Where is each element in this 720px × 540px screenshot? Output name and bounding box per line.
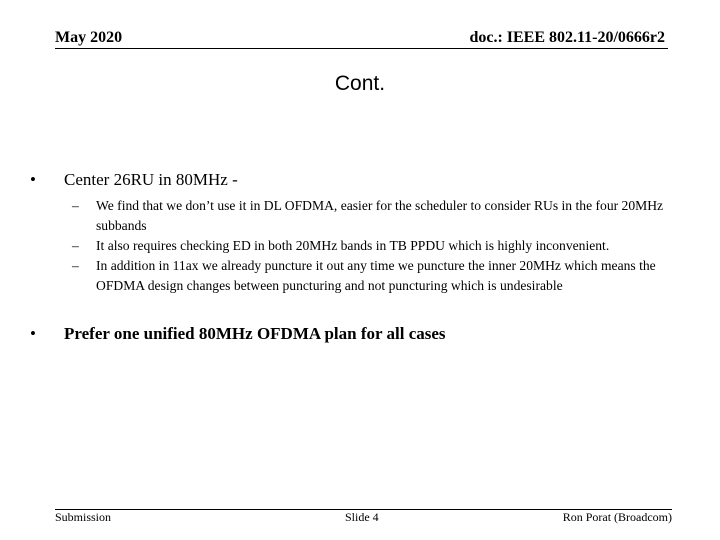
slide-body bbox=[30, 170, 695, 344]
slide-title: Cont. bbox=[334, 72, 386, 95]
bullet-dot-icon: • bbox=[30, 170, 36, 189]
dash-icon: – bbox=[72, 198, 79, 213]
header-date: May 2020 bbox=[55, 29, 123, 46]
sub-bullet-item bbox=[30, 256, 695, 296]
dash-icon: – bbox=[72, 258, 79, 273]
bullet-item bbox=[30, 170, 695, 190]
header-rule bbox=[55, 48, 668, 49]
sub-bullet-list bbox=[30, 196, 695, 296]
sub-bullet-text: It also requires checking ED in both 20MHz bands in TB PPDU which is highly inconvenient. bbox=[96, 238, 610, 253]
footer-author: Ron Porat (Broadcom) bbox=[562, 510, 672, 524]
sub-bullet-text: In addition in 11ax we already puncture it out any time we puncture the inner 20MHz which means the OFDMA design changes between puncturing and not puncturing which is undesirable bbox=[96, 258, 656, 293]
footer-slide-number: Slide 4 bbox=[345, 510, 379, 524]
dash-icon: – bbox=[72, 238, 79, 253]
bullet-dot-icon: • bbox=[30, 324, 36, 343]
sub-bullet-item bbox=[30, 236, 695, 256]
footer-submission: Submission bbox=[55, 510, 112, 524]
bullet-text: Prefer one unified 80MHz OFDMA plan for all cases bbox=[64, 324, 446, 343]
bullet-item bbox=[30, 324, 695, 344]
sub-bullet-text: We find that we don’t use it in DL OFDMA, easier for the scheduler to consider RUs in the four 20MHz subbands bbox=[96, 198, 664, 233]
header-doc-id: doc.: IEEE 802.11-20/0666r2 bbox=[469, 29, 665, 46]
bullet-text: Center 26RU in 80MHz - bbox=[64, 170, 238, 189]
sub-bullet-item bbox=[30, 196, 695, 236]
